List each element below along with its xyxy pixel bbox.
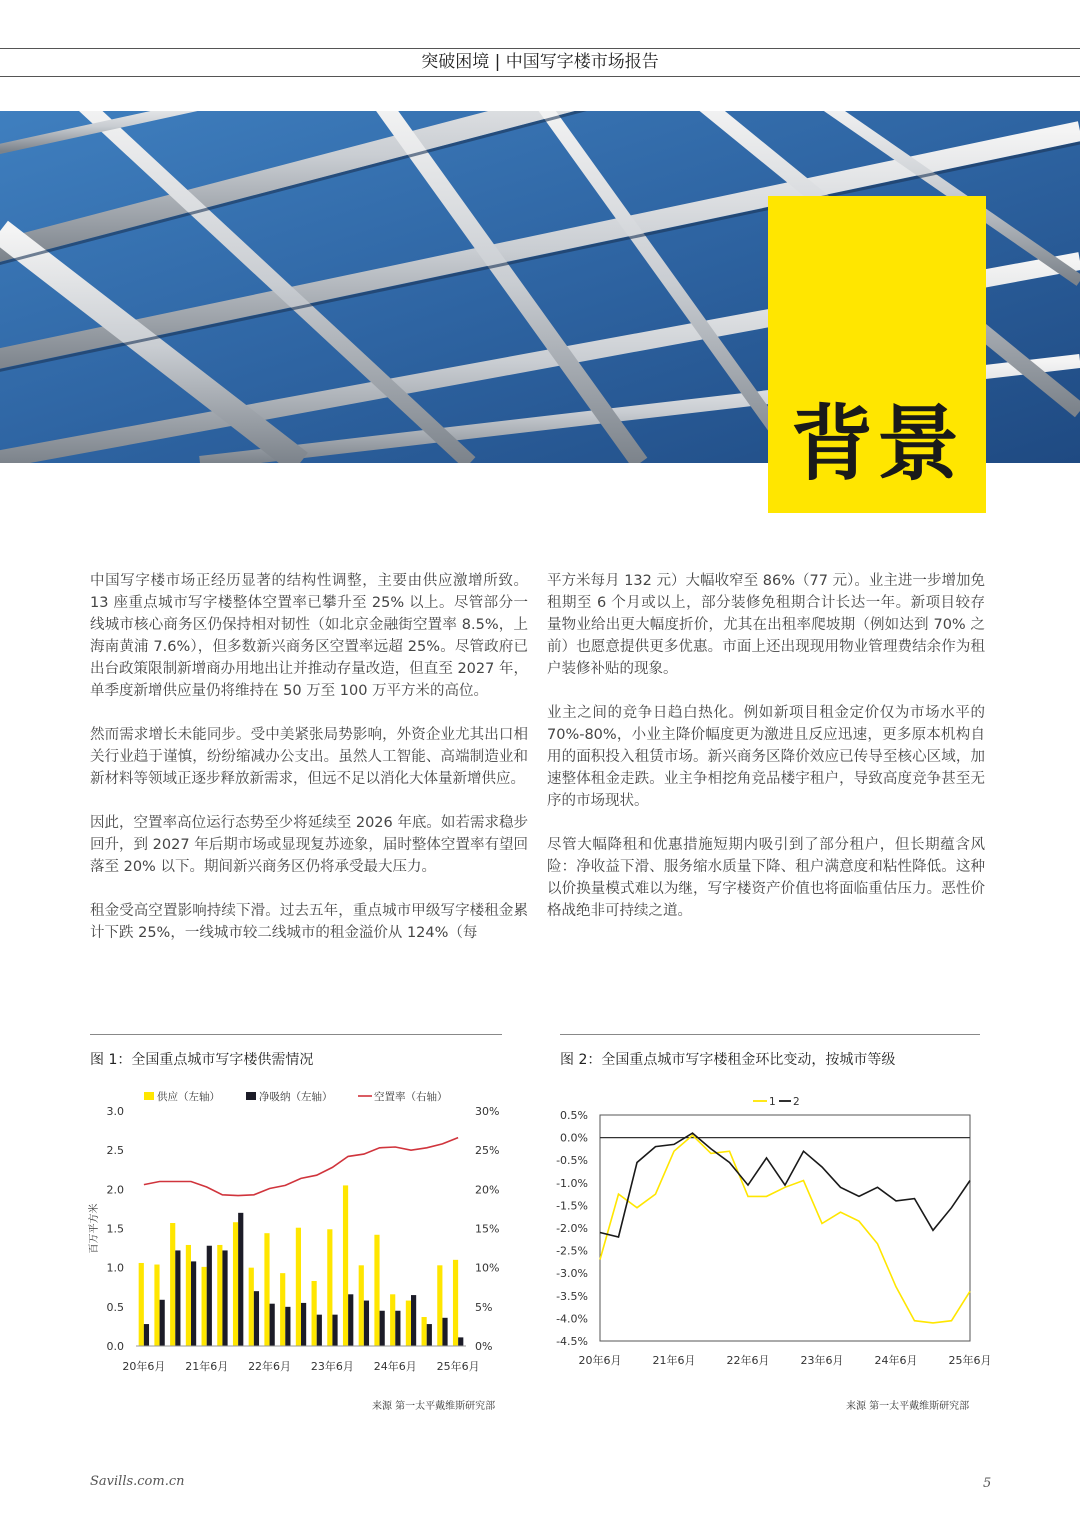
paragraph: 然而需求增长未能同步。受中美紧张局势影响，外资企业尤其出口相关行业趋于谨慎，纷纷缩减办公支出。虽然人工智能、高端制造业和新材料等领域正逐步释放新需求，但远不足以消化大体量新增供应。 — [90, 727, 528, 787]
y-tick-label: -3.0% — [556, 1267, 588, 1281]
paragraph: 平方米每月 132 元）大幅收窄至 86%（77 元）。业主进一步增加免租期至 6 个月或以上，部分装修免租期合计长达一年。新项目较存量物业给出更大幅度折价，尤其在出租率爬坡期（例如达到 70% 之前）也愿意提供更多优惠。市面上还出现现用物业管理费结余作为租户装修补贴的现象。 — [547, 573, 985, 677]
y-tick-label: 2.5 — [106, 1144, 124, 1158]
bar-absorption — [395, 1311, 400, 1346]
bar-supply — [359, 1265, 364, 1346]
legend-label-absorption: 净吸纳（左轴） — [259, 1091, 333, 1103]
y-tick-label: -4.5% — [556, 1335, 588, 1348]
bar-supply — [154, 1265, 159, 1346]
bar-supply — [343, 1185, 348, 1346]
legend-label-series1: 1 — [769, 1096, 776, 1108]
paragraph: 业主之间的竞争日趋白热化。例如新项目租金定价仅为市场水平的 70%-80%，小业主降价幅度更为激进且反应迅速，更多原本机构自用的面积投入租赁市场。新兴商务区降价效应已传导至核心区域，加速整体租金走跌。业主争相挖角竞品楼宇租户，导致高度竞争甚至无序的市场现状。 — [547, 705, 985, 809]
figure1-title: 图 1：全国重点城市写字楼供需情况 — [90, 1052, 314, 1068]
bar-supply — [186, 1245, 191, 1346]
legend-label-series2: 2 — [793, 1096, 800, 1108]
figure1-rule — [90, 1034, 502, 1035]
body-column-right — [547, 570, 985, 944]
bar-supply — [264, 1233, 269, 1346]
bar-absorption — [332, 1315, 337, 1346]
x-tick-label: 21年6月 — [652, 1354, 696, 1367]
x-tick-label: 25年6月 — [948, 1354, 992, 1367]
x-tick-label: 21年6月 — [185, 1360, 229, 1373]
bar-supply — [327, 1229, 332, 1346]
header-rule-bottom — [0, 76, 1080, 77]
y-tick-label: 1.5 — [106, 1222, 124, 1236]
bar-absorption — [348, 1294, 353, 1346]
y2-tick-label: 10% — [475, 1261, 500, 1275]
bar-absorption — [144, 1324, 149, 1346]
bar-supply — [170, 1223, 175, 1346]
bar-supply — [390, 1294, 395, 1346]
x-tick-label: 20年6月 — [578, 1354, 622, 1367]
y-tick-label: 0.0 — [106, 1340, 124, 1353]
bar-absorption — [270, 1304, 275, 1346]
bar-absorption — [427, 1324, 432, 1346]
paragraph: 租金受高空置影响持续下滑。过去五年，重点城市甲级写字楼租金累计下跌 25%，一线城市较二线城市的租金溢价从 124%（每 — [90, 903, 528, 941]
x-tick-label: 24年6月 — [874, 1354, 918, 1367]
y2-tick-label: 30% — [475, 1105, 500, 1118]
bar-supply — [249, 1268, 254, 1346]
bar-supply — [374, 1235, 379, 1346]
x-tick-label: 22年6月 — [726, 1354, 770, 1367]
y2-tick-label: 25% — [475, 1144, 500, 1158]
legend-label-vacancy: 空置率（右轴） — [374, 1091, 448, 1103]
bar-absorption — [191, 1261, 196, 1346]
bar-absorption — [317, 1315, 322, 1346]
bar-absorption — [301, 1303, 306, 1346]
y-tick-label: 0.0% — [560, 1131, 588, 1145]
y-tick-label: 0.5% — [560, 1109, 588, 1122]
y-tick-label: -1.5% — [556, 1199, 588, 1213]
x-tick-label: 25年6月 — [436, 1360, 480, 1373]
paragraph: 中国写字楼市场正经历显著的结构性调整，主要由供应激增所致。13 座重点城市写字楼整体空置率已攀升至 25% 以上。尽管部分一线城市核心商务区仍保持相对韧性（如北京金融街空置率 8.5%，上海南黄浦 7.6%），但多数新兴商务区空置率远超 25%。尽管政府已出台政策限制新增商办用地出让并推动存量改造，但直至 2027 年，单季度新增供应量仍将维持在 50 万至 100 万平方米的高位。 — [90, 573, 528, 699]
y-axis-label: 百万平方米 — [89, 1203, 100, 1254]
bar-supply — [280, 1273, 285, 1346]
footer-website: Savills.com.cn — [90, 1474, 185, 1489]
line-series2 — [600, 1133, 970, 1237]
bar-absorption — [442, 1318, 447, 1346]
legend-swatch-supply — [144, 1092, 154, 1100]
y-tick-label: -4.0% — [556, 1312, 588, 1326]
y-tick-label: 3.0 — [106, 1105, 124, 1118]
section-title: 背景 — [790, 397, 963, 492]
legend-label-supply: 供应（左轴） — [157, 1091, 220, 1103]
report-header-title: 突破困境 | 中国写字楼市场报告 — [421, 52, 659, 72]
figure2-title: 图 2：全国重点城市写字楼租金环比变动，按城市等级 — [560, 1052, 896, 1068]
paragraph: 因此，空置率高位运行态势至少将延续至 2026 年底。如若需求稳步回升，到 2027 年后期市场或显现复苏迹象，届时整体空置率有望回落至 20% 以下。期间新兴商务区仍将承受最大压力。 — [90, 815, 528, 875]
rent-change-chart — [550, 1088, 1000, 1378]
bar-supply — [139, 1263, 144, 1346]
y-tick-label: 0.5 — [106, 1300, 124, 1314]
x-tick-label: 20年6月 — [122, 1360, 166, 1373]
bar-supply — [296, 1228, 301, 1346]
y-tick-label: -1.0% — [556, 1176, 588, 1190]
y2-tick-label: 0% — [475, 1340, 493, 1353]
figure1-source: 来源 第一太平戴维斯研究部 — [372, 1401, 496, 1412]
y2-tick-label: 15% — [475, 1222, 500, 1236]
y2-tick-label: 20% — [475, 1183, 500, 1197]
x-tick-label: 22年6月 — [248, 1360, 292, 1373]
bar-absorption — [458, 1337, 463, 1346]
bar-supply — [202, 1267, 207, 1346]
supply-demand-chart — [80, 1082, 510, 1382]
bar-supply — [312, 1281, 317, 1346]
paragraph: 尽管大幅降租和优惠措施短期内吸引到了部分租户，但长期蕴含风险：净收益下滑、服务缩水质量下降、租户满意度和粘性降低。这种以价换量模式难以为继，写字楼资产价值也将面临重估压力。恶性价格战绝非可持续之道。 — [547, 837, 985, 919]
y-tick-label: 1.0 — [106, 1261, 124, 1275]
bar-absorption — [207, 1246, 212, 1346]
bar-supply — [217, 1245, 222, 1346]
line-vacancy — [144, 1138, 458, 1196]
body-column-left — [90, 570, 528, 966]
bar-absorption — [222, 1250, 227, 1346]
y2-tick-label: 5% — [475, 1300, 493, 1314]
bar-absorption — [160, 1300, 165, 1346]
header-rule-top — [0, 48, 1080, 49]
bar-supply — [406, 1301, 411, 1346]
x-tick-label: 23年6月 — [310, 1360, 354, 1373]
bar-absorption — [285, 1307, 290, 1346]
bar-absorption — [238, 1213, 243, 1346]
bar-absorption — [364, 1301, 369, 1346]
page-number: 5 — [983, 1476, 992, 1491]
bar-supply — [422, 1317, 427, 1346]
y-tick-label: 2.0 — [106, 1183, 124, 1197]
legend-swatch-absorption — [246, 1092, 256, 1100]
figure2-rule — [560, 1034, 980, 1035]
section-title-box — [768, 196, 986, 513]
y-tick-label: -2.0% — [556, 1222, 588, 1235]
bar-absorption — [175, 1250, 180, 1346]
y-tick-label: -2.5% — [556, 1244, 588, 1258]
figure2-source: 来源 第一太平戴维斯研究部 — [846, 1401, 970, 1412]
bar-supply — [437, 1265, 442, 1346]
bar-supply — [453, 1260, 458, 1346]
y-tick-label: -0.5% — [556, 1154, 588, 1168]
plot-frame — [600, 1115, 970, 1341]
bar-absorption — [380, 1311, 385, 1346]
x-tick-label: 23年6月 — [800, 1354, 844, 1367]
bar-supply — [233, 1222, 238, 1346]
y-tick-label: -3.5% — [556, 1289, 588, 1303]
bar-absorption — [411, 1295, 416, 1346]
bar-absorption — [254, 1291, 259, 1346]
x-tick-label: 24年6月 — [373, 1360, 417, 1373]
line-series1 — [600, 1135, 970, 1323]
